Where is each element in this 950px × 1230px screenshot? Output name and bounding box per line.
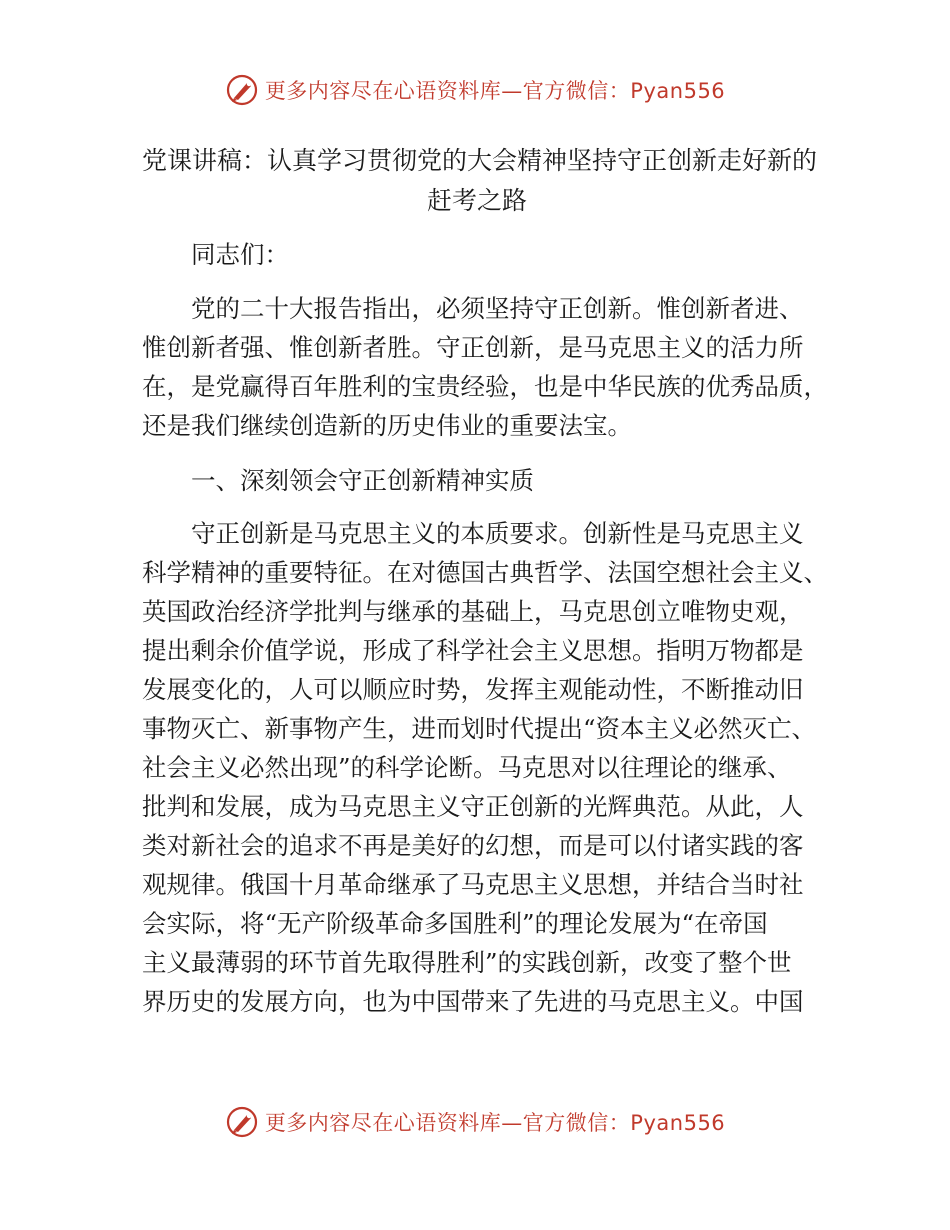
salutation: 同志们： [191, 240, 289, 269]
paragraph-1-line: 党的二十大报告指出，必须坚持守正创新。惟创新者进、 [191, 294, 804, 323]
paragraph-2-line: 会实际，将“无产阶级革命多国胜利”的理论发展为“在帝国 [142, 909, 768, 938]
footer-banner [0, 1100, 950, 1144]
paragraph-2-line: 类对新社会的追求不再是美好的幻想，而是可以付诸实践的客 [142, 831, 804, 860]
section-heading: 一、深刻领会守正创新精神实质 [191, 466, 534, 495]
paragraph-2-line: 社会主义必然出现”的科学论断。马克思对以往理论的继承、 [142, 753, 792, 782]
paragraph-2-line: 发展变化的，人可以顺应时势，发挥主观能动性，不断推动旧 [142, 675, 804, 704]
pen-nib-logo-icon [225, 73, 259, 107]
paragraph-2-line: 事物灭亡、新事物产生，进而划时代提出“资本主义必然灭亡、 [142, 714, 817, 743]
paragraph-2-line: 科学精神的重要特征。在对德国古典哲学、法国空想社会主义、 [142, 558, 828, 587]
paragraph-2-line: 主义最薄弱的环节首先取得胜利”的实践创新，改变了整个世 [142, 948, 792, 977]
document-title-line-1: 党课讲稿：认真学习贯彻党的大会精神坚持守正创新走好新的 [142, 146, 818, 175]
header-banner [0, 68, 950, 112]
footer-banner-text: 更多内容尽在心语资料库—官方微信：Pyan556 [264, 1111, 726, 1135]
paragraph-2-line: 观规律。俄国十月革命继承了马克思主义思想，并结合当时社 [142, 870, 804, 899]
document-title [142, 141, 818, 221]
header-banner-text: 更多内容尽在心语资料库—官方微信：Pyan556 [264, 79, 726, 103]
paragraph-1-line: 惟创新者强、惟创新者胜。守正创新，是马克思主义的活力所 [142, 333, 804, 362]
paragraph-2-line: 英国政治经济学批判与继承的基础上，马克思创立唯物史观， [142, 597, 804, 626]
paragraph-2-line: 批判和发展，成为马克思主义守正创新的光辉典范。从此，人 [142, 792, 804, 821]
paragraph-1-line: 还是我们继续创造新的历史伟业的重要法宝。 [142, 411, 632, 440]
paragraph-2-line: 守正创新是马克思主义的本质要求。创新性是马克思主义 [191, 519, 804, 548]
paragraph-1-line: 在，是党赢得百年胜利的宝贵经验，也是中华民族的优秀品质， [142, 372, 828, 401]
document-title-line-2: 赶考之路 [426, 186, 527, 215]
paragraph-2-line: 界历史的发展方向，也为中国带来了先进的马克思主义。中国 [142, 987, 804, 1016]
paragraph-2-line: 提出剩余价值学说，形成了科学社会主义思想。指明万物都是 [142, 636, 804, 665]
pen-nib-logo-icon [225, 1105, 259, 1139]
